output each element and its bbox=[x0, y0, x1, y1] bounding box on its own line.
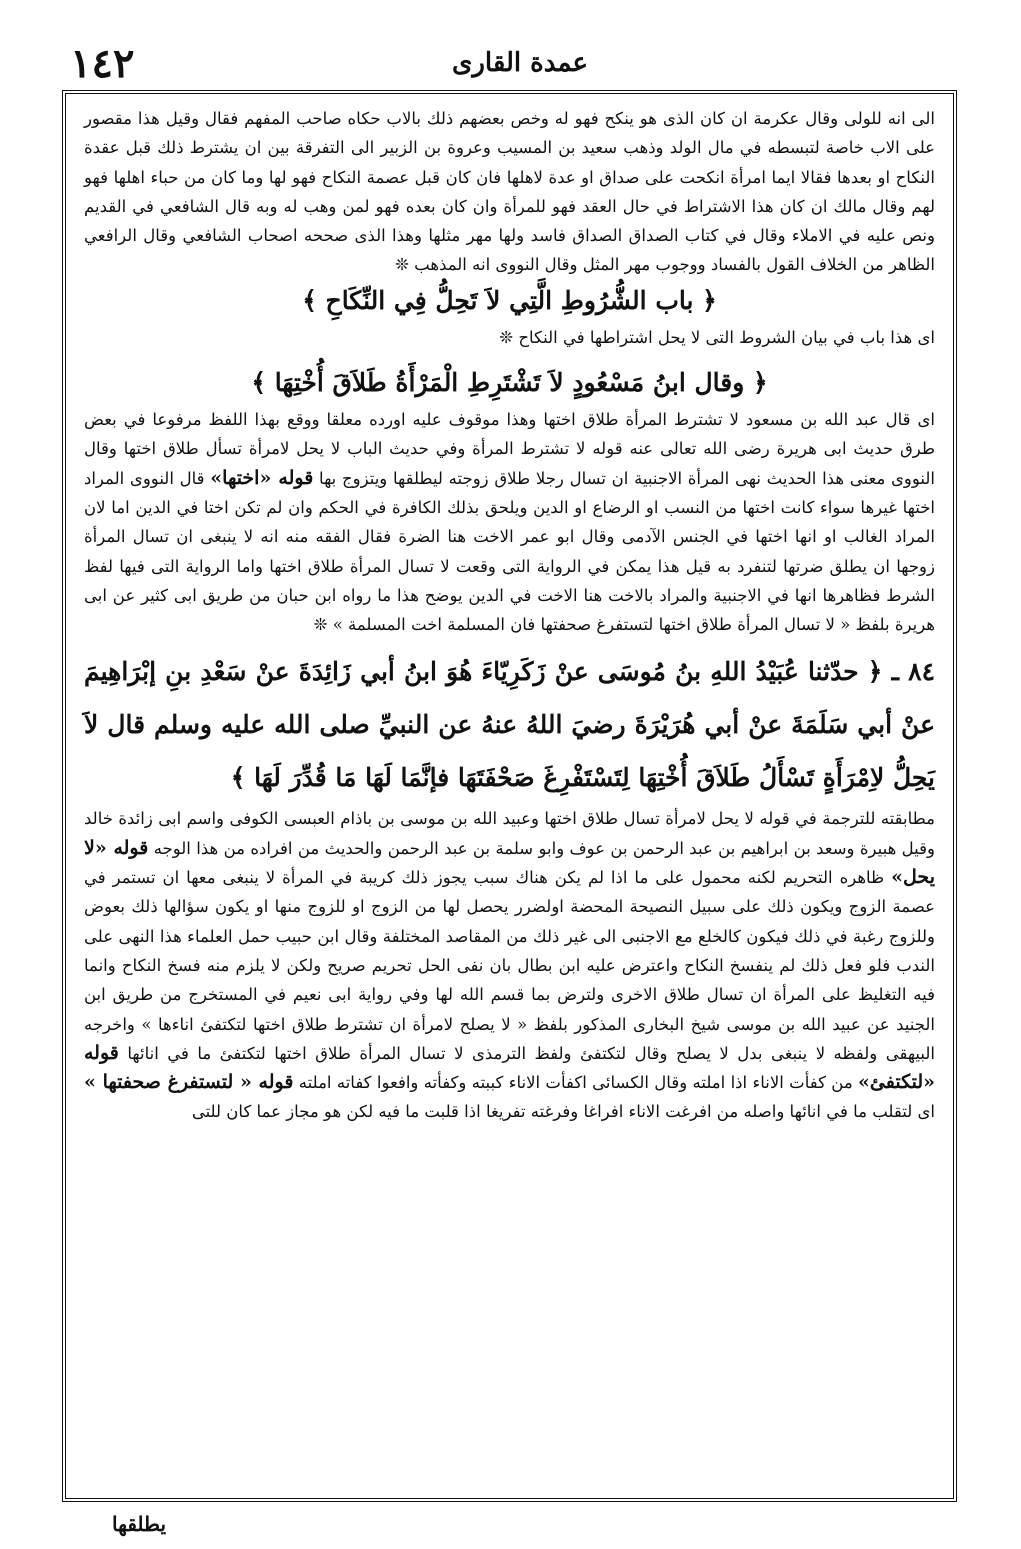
paragraph-commentary-3 bbox=[84, 804, 935, 1126]
catchword: يطلقها bbox=[112, 1512, 167, 1536]
keyword-qawluhu-3: قوله «لتكتفئ» bbox=[84, 1041, 935, 1094]
paragraph-commentary-1: الى انه للولى وقال عكرمة ان كان الذى هو ينكح فهو له وخص بعضهم ذلك بالاب حكاه صاحب المفهم فقال وقيل هذا مقصور على الاب خاصة لتبسطه في مال الولد وذهب سعيد بن المسيب وعروة بن الزبير الى التفرقة بين ان يشترط ذلك قبل عقدة النكاح او بعدها فقالا ايما امرأة انكحت على صداق او عدة لاهلها فان كان قبل عصمة النكاح فهو لها وما كان من حباء اهلها فهو لهم وقال مالك ان كان هذا الاشتراط في حال العقد فهو للمرأة وان كان بعده فهو لمن وهب له وبه قال الشافعي في القديم ونص عليه في الاملاء وقال في كتاب الصداق الصداق فاسد ولها مهر مثلها وهذا الذى صححه اصحاب الشافعي وقال الرافعي الظاهر من الخلاف القول بالفساد ووجوب مهر المثل وقال النووى انه المذهب ❊ bbox=[84, 109, 935, 275]
paragraph-commentary-2 bbox=[84, 405, 935, 639]
commentary-2b: قال النووى المراد اختها غيرها سواء كانت اختها من النسب او الرضاع او الدين ويلحق بذلك الكافرة في الحكم وان لم تكن اختا في الدين اما لان المراد الغالب او انها اختها في الجنس الآدمى وقال ابو عمر الاخت هنا الضرة فقال الفقه منه انه لا ينبغى ان تسال المرأة زوجها ان يطلق ضرتها لتنفرد به قيل هذا يمكن في الرواية التى وقعت لا تسال المرأة طلاق اختها واما الرواية التى فيها لفظ الشرط فظاهرها انها في الاجنبية والمراد بالاخت هنا الاخت في الدين يوضح هذا ما رواه ابن حبان من طريق ابى كثير عن ابى هريرة بلفظ « لا تسال المرأة طلاق اختها لتستفرغ صحفتها فان المسلمة اخت المسلمة » ❊ bbox=[84, 468, 935, 635]
keyword-qawluhu-4: قوله « لتستفرغ صحفتها » bbox=[84, 1071, 294, 1094]
commentary-3c: من كفأت الاناء اذا املته وقال الكسائى اكفأت الاناء كببته وكفأته وافعوا كفاته املته bbox=[298, 1073, 853, 1093]
chapter-heading: ﴿ باب الشُّرُوطِ الَّتِي لاَ تَحِلُّ فِي النِّكَاحِ ﴾ bbox=[302, 285, 717, 315]
keyword-qawluhu-2: قوله «لا يحل» bbox=[84, 836, 935, 889]
commentary-3d: اى لتقلب ما في انائها واصله من افرغت الاناء افراغا وفرغته تفريغا اذا قلبت ما فيه لكن هو مجاز عما كان للتى bbox=[191, 1102, 935, 1122]
hadith-text: ٨٤ ـ ﴿ حدّثنا عُبَيْدُ اللهِ بنُ مُوسَى عنْ زَكَرِيّاءَ هُوَ ابنُ أبي زَائِدَةَ عنْ سَعْدِ بنِ إبْرَاهِيمَ عنْ أبي سَلَمَةَ عنْ أبي هُرَيْرَةَ رضيَ اللهُ عنهُ عن النبيِّ صلى الله عليه وسلم قال لاَ يَحِلُّ لاِمْرَأَةٍ تَسْأَلُ طَلاَقَ أُخْتِهَا لِتَسْتَفْرِغَ صَحْفَتَهَا فإنَّمَا لَهَا مَا قُدِّرَ لَهَا ﴾ bbox=[84, 657, 935, 793]
commentary-3a: مطابقته للترجمة في قوله لا يحل لامرأة تسال طلاق اختها وعبيد الله بن موسى بن باذام العبسى الكوفى واسم ابى زائدة خالد وقيل هبيرة وسعد بن ابراهيم بن عبد الرحمن بن عوف وابو سلمة بن عبد الرحمن والحديث من افراده من هذا الوجه bbox=[84, 809, 935, 858]
running-title: عمدة القاری bbox=[452, 48, 588, 78]
page-number: ١٤٢ bbox=[70, 39, 135, 87]
keyword-qawluhu-1: قوله «اختها» bbox=[210, 466, 314, 489]
paragraph-chapter-gloss: اى هذا باب في بيان الشروط التى لا يحل اشتراطها في النكاح ❊ bbox=[499, 327, 935, 347]
athar-heading: ﴿ وقال ابنُ مَسْعُودٍ لاَ تَشْتَرِطِ الْمَرْأَةُ طَلاَقَ أُخْتِهَا ﴾ bbox=[251, 368, 768, 398]
commentary-2a: اى قال عبد الله بن مسعود لا تشترط المرأة طلاق اختها وهذا موقوف عليه اورده معلقا ووقع بهذا اللفظ مرفوعا في بعض طرق حديث ابى هريرة رضى الله تعالى عنه قوله لا تشترط المرأة وفي حديث الباب لا يحل لامرأة تسأل طلاق اختها وقال النووى معنى هذا الحديث نهى المرأة الاجنبية ان تسال رجلا طلاق زوجته ليطلقها ويتزوج بها bbox=[84, 410, 936, 488]
page-header bbox=[70, 38, 970, 88]
text-frame bbox=[62, 90, 957, 1502]
commentary-3b: ظاهره التحريم لكنه محمول على ما اذا لم يكن هناك سبب يجوز ذلك كريبة في المرأة لا ينبغى معها ان تستمر في عصمة الزوج ويكون ذلك على سبيل النصيحة المحضة اولضرر يحصل لها من الزوج او للزوج منها او يكون سؤالها ذلك بعوض وللزوج رغبة في ذلك فيكون كالخلع مع الاجنبى الى غير ذلك من المقاصد المختلفة وقال ابن حبيب حمل العلماء هذا النهى على الندب فلو فعل ذلك لم ينفسخ النكاح واعترض عليه ابن بطال بان نفى الحل تحريم صريح ولكن لا يلزم منه فسخ النكاح وانما فيه التغليظ على المرأة ان تسال طلاق الاخرى ولترض بما قسم الله لها وفي رواية ابى نعيم في المستخرج من طريق ابن الجنيد عن عبيد الله بن موسى شيخ البخارى المذكور بلفظ « لا يصلح لامرأة ان تشترط طلاق اختها لتكتفئ اناءها » واخرجه البيهقى ولفظه لا ينبغى بدل لا يصلح وقال لتكتفئ ولفظ الترمذى لا تسال المرأة طلاق اختها لتكتفئ ما في انائها bbox=[84, 868, 936, 1063]
